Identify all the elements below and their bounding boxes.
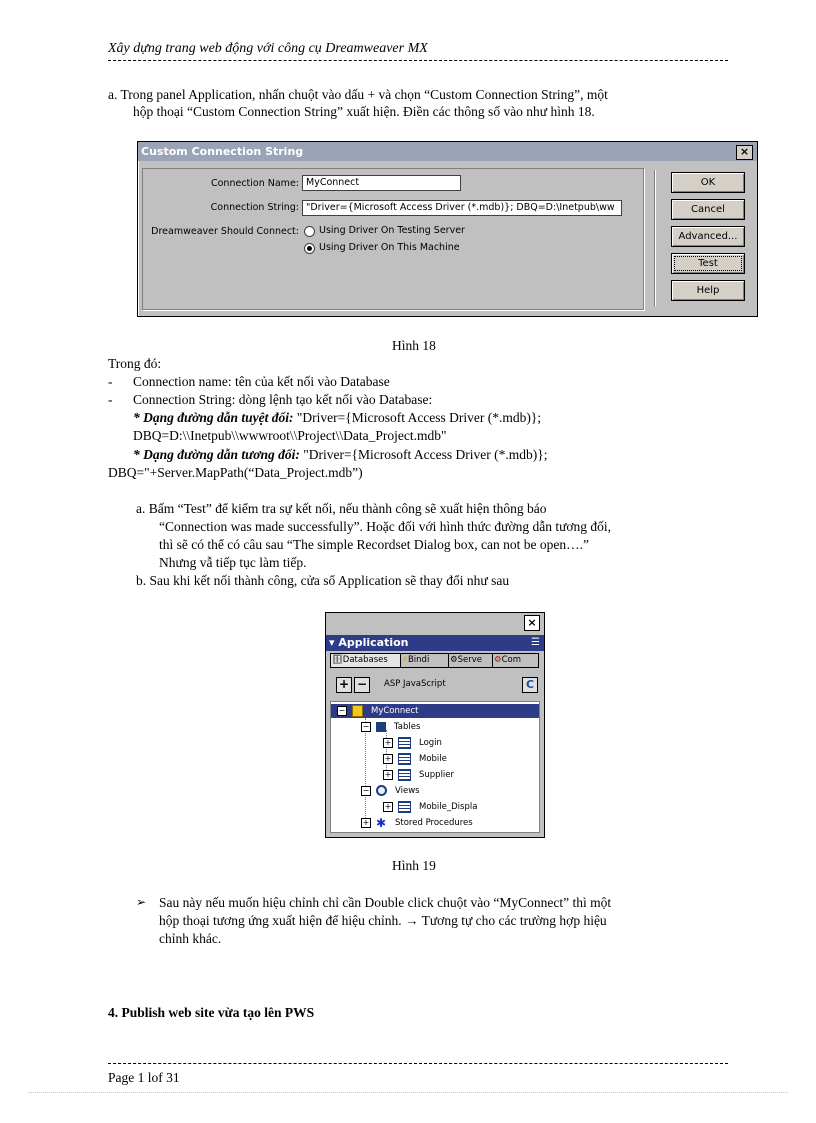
tree-item-mobile[interactable] (383, 752, 447, 766)
tree-label: Mobile (419, 754, 447, 764)
collapse-icon[interactable]: − (362, 721, 370, 731)
database-icon: 🗄 (332, 655, 343, 665)
help-button[interactable]: Help (671, 280, 745, 301)
tab-bindings[interactable] (400, 653, 449, 668)
testing-server-label: Using Driver On Testing Server (319, 225, 465, 236)
lightning-icon: ⚡ (402, 655, 408, 665)
tree-item-login[interactable] (383, 736, 442, 750)
expand-icon[interactable]: + (384, 769, 392, 779)
section-4-heading: 4. Publish web site vừa tạo lên PWS (108, 1005, 315, 1020)
table-icon (398, 769, 411, 781)
expand-icon[interactable]: + (362, 817, 370, 827)
arrow-bullet-icon: ➢ (136, 895, 147, 909)
expand-icon[interactable]: + (384, 753, 392, 763)
bullet-connection-name: Connection name: tên của kết nối vào Database (133, 374, 390, 389)
page-number: Page 1 lof 31 (108, 1070, 180, 1085)
trong-do: Trong đó: (108, 356, 162, 371)
tab-components-label: Com (501, 655, 522, 665)
step-a-line-4: Nhưng vẫ tiếp tục làm tiếp. (159, 555, 307, 570)
application-panel (325, 612, 545, 838)
step-a-line-3: thì sẽ có thể có câu sau “The simple Recordset Dialog box, can not be open….” (159, 537, 589, 552)
expand-icon[interactable]: + (384, 801, 392, 811)
connection-name-input[interactable]: MyConnect (302, 175, 461, 191)
tree-label: MyConnect (371, 706, 419, 716)
bullet-dash-2: - (108, 392, 113, 407)
expand-icon[interactable]: + (384, 737, 392, 747)
figure-18-caption: Hình 18 (392, 338, 436, 353)
tree-label: Tables (394, 722, 421, 732)
absolute-path-label: * Dạng đường dẫn tuyệt đối: (133, 410, 294, 425)
dialog-title: Custom Connection String (138, 142, 757, 161)
tree-label: Supplier (419, 770, 455, 780)
test-button[interactable]: Test (671, 253, 745, 274)
step-a-line-2: “Connection was made successfully”. Hoặc đối với hình thức đường dẫn tương đối, (159, 519, 612, 534)
connection-string-input[interactable]: "Driver={Microsoft Access Driver (*.mdb)}; DBQ=D:\Inetpub\ww (302, 200, 622, 216)
panel-options-icon[interactable]: ☰ (531, 637, 540, 648)
stored-procedure-icon: ✱ (376, 815, 387, 830)
step-a-line-1: a. Bấm “Test” để kiểm tra sự kết nối, nếu thành công sẽ xuất hiện thông báo (136, 501, 547, 516)
absolute-path-line-2: DBQ=D:\\Inetpub\\wwwroot\\Project\\Data_Project.mdb" (133, 428, 447, 443)
gears-icon: ⚙ (450, 655, 458, 665)
footer-rule (108, 1063, 728, 1064)
tree-label: Stored Procedures (395, 818, 473, 828)
tab-server-label: Serve (457, 655, 483, 665)
dialog-separator (654, 170, 655, 306)
tree-item-stored-procedures[interactable] (361, 816, 473, 830)
intro-line-1: a. Trong panel Application, nhấn chuột vào dấu + và chọn “Custom Connection String”, một (108, 87, 608, 102)
this-machine-label: Using Driver On This Machine (319, 242, 460, 253)
panel-toolbar (330, 675, 540, 695)
tree-label: Views (395, 786, 420, 796)
tree-item-mobile-display[interactable] (383, 800, 477, 814)
tree-item-supplier[interactable] (383, 768, 454, 782)
panel-title[interactable]: ▾ Application (326, 635, 544, 651)
tree-item-myconnect[interactable] (331, 704, 539, 718)
header-rule (108, 60, 728, 61)
advanced-button[interactable]: Advanced... (671, 226, 745, 247)
figure-19-caption: Hình 19 (392, 858, 436, 873)
connection-string-label: Connection String: (210, 202, 299, 213)
relative-path-value: "Driver={Microsoft Access Driver (*.mdb)}; (299, 447, 548, 462)
note-line-1: Sau này nếu muốn hiệu chỉnh chỉ cần Double click chuột vào “MyConnect” thì một (159, 895, 612, 910)
note-line-2: hộp thoại tương ứng xuất hiện để hiệu chỉnh. → Tương tự cho các trường hợp hiệu (159, 913, 607, 928)
tab-databases[interactable] (330, 653, 401, 668)
remove-button[interactable]: − (354, 677, 370, 693)
view-icon (398, 801, 411, 813)
cancel-button[interactable]: Cancel (671, 199, 745, 220)
page-edge (28, 1092, 788, 1093)
database-icon (352, 705, 363, 717)
custom-connection-dialog (137, 141, 758, 317)
tree-label: Login (419, 738, 442, 748)
connection-name-label: Connection Name: (210, 178, 299, 189)
tab-server-behaviors[interactable] (448, 653, 493, 668)
tables-folder-icon (376, 722, 386, 732)
testing-server-radio[interactable] (304, 226, 315, 237)
bullet-connection-string: Connection String: dòng lệnh tạo kết nối vào Database: (133, 392, 433, 407)
add-button[interactable]: + (336, 677, 352, 693)
tab-databases-label: Databases (342, 655, 388, 665)
tab-components[interactable] (492, 653, 539, 668)
intro-line-2: hộp thoại “Custom Connection String” xuất hiện. Điền các thông số vào như hình 18. (133, 104, 595, 119)
page-header: Xây dựng trang web động với công cụ Dreamweaver MX (108, 41, 428, 56)
should-connect-label: Dreamweaver Should Connect: (151, 226, 299, 237)
note-line-3: chỉnh khác. (159, 931, 222, 946)
tree-item-tables[interactable] (361, 720, 420, 734)
relative-path-line-2: DBQ="+Server.MapPath(“Data_Project.mdb”) (108, 465, 363, 480)
tree-item-views[interactable] (361, 784, 420, 798)
ok-button[interactable]: OK (671, 172, 745, 193)
collapse-icon[interactable]: − (362, 785, 370, 795)
collapse-icon[interactable]: − (338, 705, 346, 715)
views-magnifier-icon (376, 785, 387, 796)
panel-topbar (326, 613, 544, 633)
this-machine-radio[interactable] (304, 243, 315, 254)
tree-label: Mobile_Displa (419, 802, 478, 812)
relative-path-line (133, 446, 547, 463)
relative-path-label: * Dạng đường dẫn tương đối: (133, 447, 300, 462)
refresh-icon[interactable]: C (522, 677, 538, 693)
panel-close-button[interactable]: × (524, 615, 540, 631)
database-tree (330, 701, 540, 833)
absolute-path-value: "Driver={Microsoft Access Driver (*.mdb)}; (293, 410, 542, 425)
components-icon: ⚙ (494, 655, 502, 665)
bullet-dash-1: - (108, 374, 113, 389)
dialog-close-button[interactable]: × (736, 145, 753, 160)
step-b-line: b. Sau khi kết nối thành công, cửa sổ Application sẽ thay đổi như sau (136, 573, 510, 588)
tab-bindings-label: Bindi (407, 655, 430, 665)
absolute-path-line (133, 409, 541, 426)
server-model-label: ASP JavaScript (384, 679, 446, 689)
table-icon (398, 753, 411, 765)
table-icon (398, 737, 411, 749)
